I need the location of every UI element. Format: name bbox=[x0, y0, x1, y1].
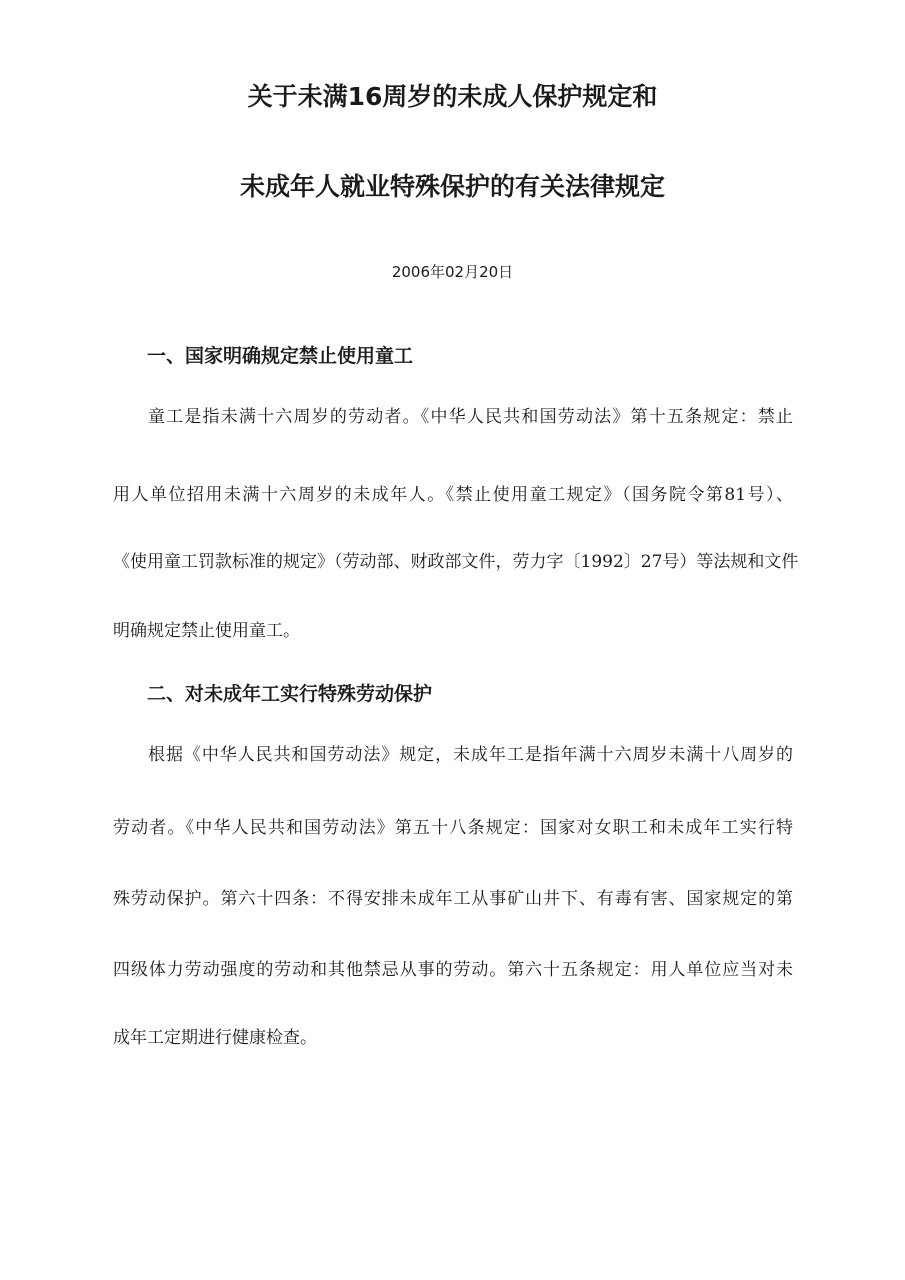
section-1-heading: 一、国家明确规定禁止使用童工 bbox=[147, 345, 414, 367]
section-2-heading: 二、对未成年工实行特殊劳动保护 bbox=[147, 683, 433, 705]
section-1-paragraph-line: 童工是指未满十六周岁的劳动者。《中华人民共和国劳动法》第十五条规定：禁止 bbox=[148, 407, 793, 427]
section-2-paragraph-line: 根据《中华人民共和国劳动法》规定，未成年工是指年满十六周岁未满十八周岁的 bbox=[148, 745, 793, 765]
section-2-paragraph-line: 劳动者。《中华人民共和国劳动法》第五十八条规定：国家对女职工和未成年工实行特 bbox=[113, 818, 793, 838]
document-date: 2006年02月20日 bbox=[391, 263, 514, 281]
document-title-line-1: 关于未满16周岁的未成人保护规定和 bbox=[247, 82, 658, 111]
document-title-line-2: 未成年人就业特殊保护的有关法律规定 bbox=[239, 172, 665, 201]
section-2-paragraph-line: 殊劳动保护。第六十四条：不得安排未成年工从事矿山井下、有毒有害、国家规定的第 bbox=[113, 889, 793, 909]
section-2-paragraph-line: 成年工定期进行健康检查。 bbox=[113, 1028, 317, 1048]
section-1-paragraph-line: 明确规定禁止使用童工。 bbox=[113, 621, 300, 641]
section-1-paragraph-line: 用人单位招用未满十六周岁的未成年人。《禁止使用童工规定》（国务院令第81号）、 bbox=[113, 485, 793, 505]
section-1-paragraph-line: 《使用童工罚款标准的规定》（劳动部、财政部文件，劳力字〔1992〕27号）等法规和文件 bbox=[113, 552, 799, 572]
section-2-paragraph-line: 四级体力劳动强度的劳动和其他禁忌从事的劳动。第六十五条规定：用人单位应当对未 bbox=[113, 960, 793, 980]
